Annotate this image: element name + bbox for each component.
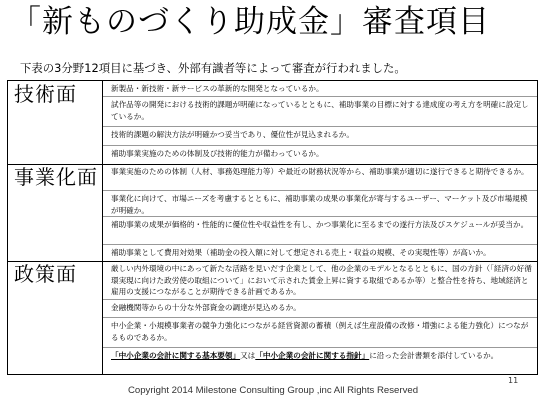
criteria-text: 新製品・新技術・新サービスの革新的な開発となっているか。	[111, 84, 324, 93]
category-label: 技術面	[14, 82, 77, 106]
criteria-row	[103, 126, 537, 145]
guideline-name-indicator: 「中小企業の会計に関する指針」	[255, 351, 370, 360]
page-subtitle: 下表の3分野12項目に基づき、外部有識者等によって審査が行われました。	[20, 61, 406, 75]
category-label: 政策面	[14, 262, 77, 286]
criteria-text: 事業実施のための体制（人材、事務処理能力等）や最近の財務状況等から、補助事業が適切に遂行できると期待できるか。	[111, 167, 529, 176]
page-number: 11	[508, 376, 519, 385]
criteria-text: 試作品等の開発における技術的課題が明確になっているとともに、補助事業の目標に対する達成度の考え方を明確に設定しているか。	[111, 100, 529, 121]
criteria-row	[103, 317, 537, 347]
criteria-row	[103, 164, 537, 190]
criteria-text: 補助事業の成果が価格的・性能的に優位性や収益性を有し、かつ事業化に至るまでの遂行方法及びスケジュールが妥当か。	[111, 220, 529, 229]
criteria-row	[103, 145, 537, 164]
criteria-table	[7, 80, 538, 375]
criteria-row	[103, 299, 537, 317]
criteria-row	[103, 216, 537, 244]
criteria-text: 中小企業・小規模事業者の競争力強化につながる経営資源の蓄積（例えば生産設備の改修・増強による能力強化）につながるものであるか。	[111, 321, 529, 342]
criteria-row	[103, 244, 537, 261]
criteria-tail-text: に沿った会計書類を添付しているか。	[369, 351, 499, 360]
criteria-text: 技術的課題の解決方法が明確かつ妥当であり、優位性が見込まれるか。	[111, 130, 354, 139]
criteria-row	[103, 347, 537, 374]
category-technical	[8, 81, 103, 164]
page-title: 「新ものづくり助成金」審査項目	[10, 4, 490, 40]
guideline-name-basic: 「中小企業の会計に関する基本要領」	[111, 351, 241, 360]
criteria-text	[111, 350, 533, 362]
conjunction-text: 又は	[240, 351, 256, 360]
criteria-text: 金融機関等からの十分な外部資金の調達が見込めるか。	[111, 303, 301, 312]
criteria-row	[103, 261, 537, 299]
criteria-row	[103, 81, 537, 96]
category-label: 事業化面	[14, 165, 98, 189]
criteria-row	[103, 190, 537, 216]
criteria-text: 厳しい内外環境の中にあって新たな活路を見いだす企業として、他の企業のモデルとなるとともに、国の方針（「経済の好循環実現に向けた政労使の取組について」において示された賃金上昇に資する取組であるか等）と整合性を持ち、地域経済と雇用の支援につながることが期待できる計画であるか。	[111, 264, 532, 296]
category-policy	[8, 261, 103, 374]
criteria-row	[103, 96, 537, 126]
criteria-text: 補助事業として費用対効果（補助金の投入額に対して想定される売上・収益の規模、その実現性等）が高いか。	[111, 248, 491, 257]
criteria-text: 補助事業実施のための体制及び技術的能力が備わっているか。	[111, 149, 324, 158]
category-commercialization	[8, 164, 103, 261]
copyright-footer: Copyright 2014 Milestone Consulting Group ,inc All Rights Reserved	[127, 385, 419, 396]
criteria-text: 事業化に向けて、市場ニーズを考慮するとともに、補助事業の成果の事業化が寄与するユーザー、マーケット及び市場規模が明確か。	[111, 194, 528, 215]
